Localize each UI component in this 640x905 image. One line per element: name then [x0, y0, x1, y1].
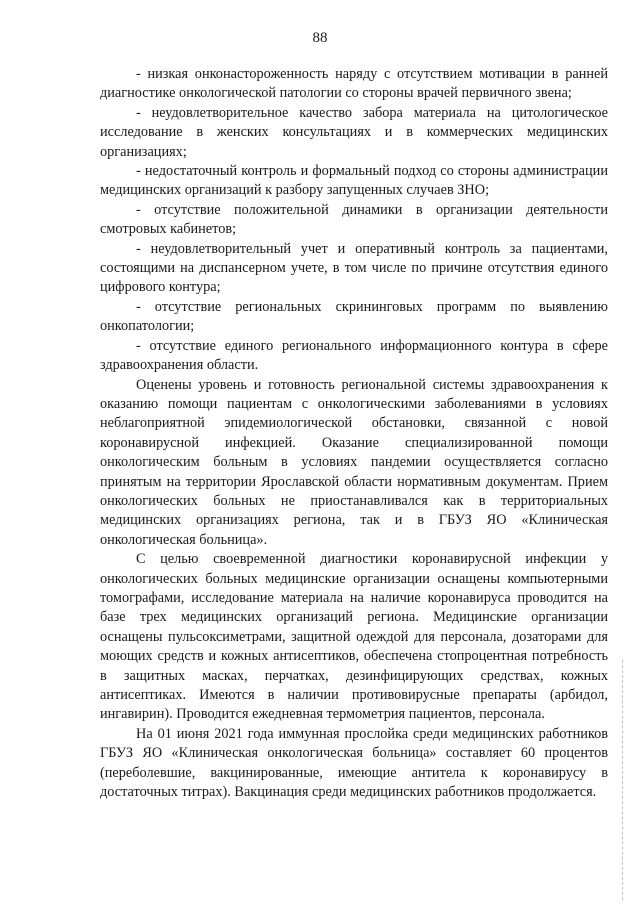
paragraph: - отсутствие положительной динамики в организации деятельности смотровых кабинетов;	[100, 201, 608, 238]
paragraph: - недостаточный контроль и формальный подход со стороны администрации медицинских организаций к разбору запущенных случаев ЗНО;	[100, 163, 608, 199]
document-body	[100, 65, 608, 802]
paragraph: - низкая онконастороженность наряду с отсутствием мотивации в ранней диагностике онкологической патологии со стороны врачей первичного звена;	[100, 66, 608, 102]
page-number: 88	[312, 30, 328, 46]
paragraph: С целью своевременной диагностики коронавирусной инфекции у онкологических больных медицинские организации оснащены компьютерными томографами, исследование материала на наличие коронавируса проводится на базе трех медицинских организаций региона. Медицинские организации оснащены пульсоксиметрами, защитной одеждой для персонала, дозаторами для моющих средств и кожных антисептиков, обеспечена стопроцентная потребность в защитных масках, перчатках, дезинфицирующих средствах, кожных антисептиках. Имеются в наличии противовирусные препараты (арбидол, ингавирин). Проводится ежедневная термометрия пациентов, персонала.	[100, 551, 608, 723]
paragraph: - отсутствие региональных скрининговых программ по выявлению онкопатологии;	[100, 298, 608, 335]
paragraph: - отсутствие единого регионального информационного контура в сфере здравоохранения области.	[100, 337, 608, 374]
paragraph: - неудовлетворительный учет и оперативный контроль за пациентами, состоящими на диспансерном учете, в том числе по причине отсутствия единого цифрового контура;	[100, 240, 608, 296]
scan-edge-mark	[622, 660, 624, 900]
paragraph: Оценены уровень и готовность региональной системы здравоохранения к оказанию помощи пациентам с онкологическими заболеваниями в условиях неблагоприятной эпидемиологической обстановки, связанной с новой коронавирусной инфекцией. Оказание специализированной помощи онкологическим больным в условиях пандемии осуществляется согласно принятым на территории Ярославской области нормативным документам. Прием онкологических больных не приостанавливался как в территориальных медицинских организациях региона, так и в ГБУЗ ЯО «Клиническая онкологическая больница».	[100, 376, 608, 548]
paragraph: На 01 июня 2021 года иммунная прослойка среди медицинских работников ГБУЗ ЯО «Клиническая онкологическая больница» составляет 60 процентов (переболевшие, вакцинированные, имеющие антитела к коронавирусу в достаточных титрах). Вакцинация среди медицинских работников продолжается.	[100, 725, 608, 801]
paragraph: - неудовлетворительное качество забора материала на цитологическое исследование в женских консультациях и в коммерческих медицинских организациях;	[100, 104, 608, 160]
